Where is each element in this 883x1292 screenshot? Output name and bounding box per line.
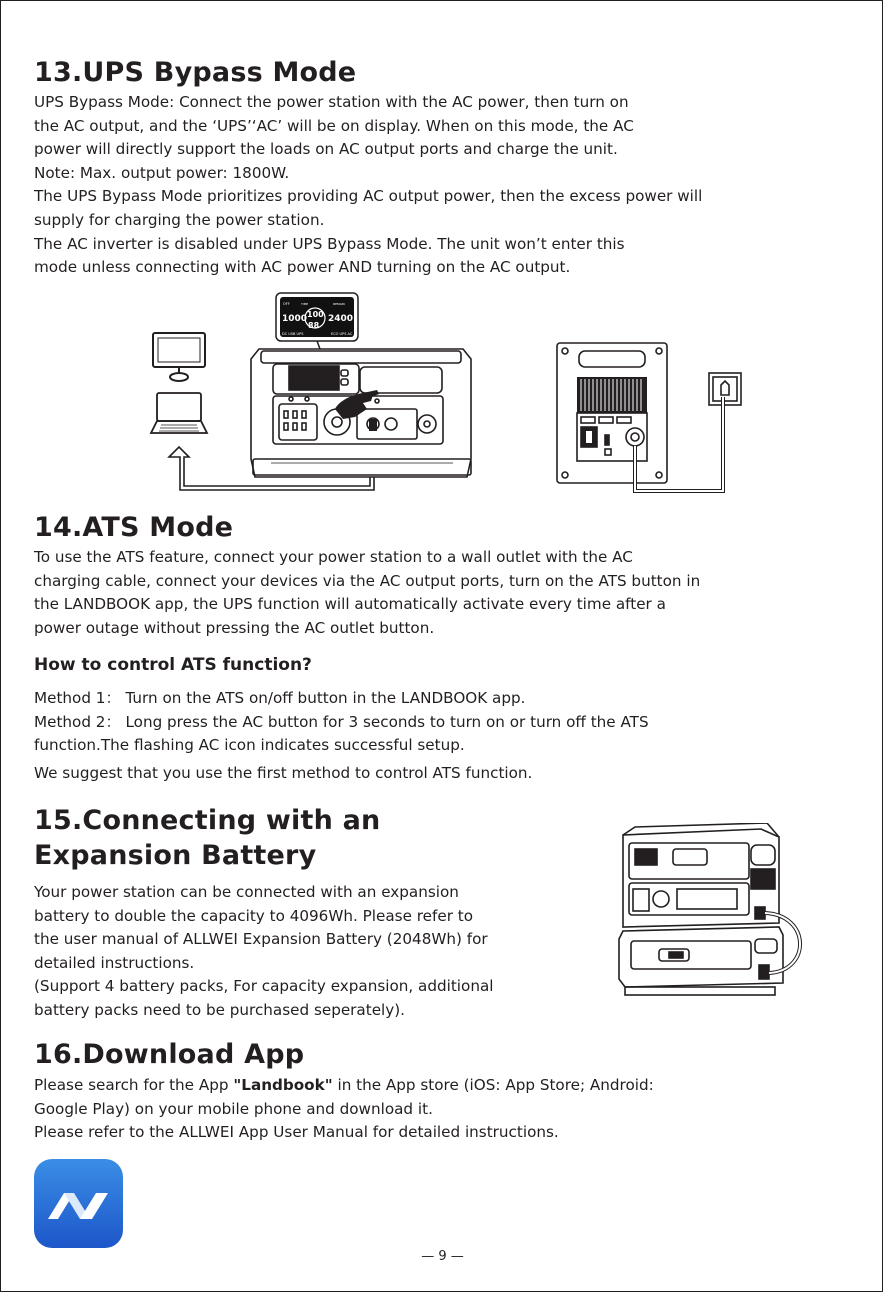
page-number: — 9 — xyxy=(421,1249,464,1264)
s13-line: supply for charging the power station. xyxy=(34,210,325,229)
display-labels-left: DC USB UPS xyxy=(282,332,304,336)
method-line: Method 2： Long press the AC button for 3 seconds to turn on or turn off the ATS xyxy=(34,712,649,731)
laptop-icon xyxy=(151,393,207,433)
ac-plug xyxy=(369,419,377,431)
display-callout xyxy=(276,293,358,341)
s16-line2: Google Play) on your mobile phone and download it. xyxy=(34,1099,433,1118)
app-name: "Landbook" xyxy=(233,1076,333,1094)
s16-line1-pre: Please search for the App xyxy=(34,1076,234,1094)
section-15-title-line2: Expansion Battery xyxy=(34,840,317,871)
svg-text:REMAIN: REMAIN xyxy=(333,302,345,306)
power-station-back xyxy=(557,343,667,483)
s16-line1-post: in the App store (iOS: App Store; Android: xyxy=(332,1076,654,1094)
landbook-app-icon xyxy=(34,1159,123,1248)
monitor-icon xyxy=(153,333,205,381)
s14-line: To use the ATS feature, connect your power station to a wall outlet with the AC xyxy=(34,548,633,566)
section-14-body xyxy=(34,546,700,640)
s14-line: the LANDBOOK app, the UPS function will automatically activate every time after a xyxy=(34,595,666,614)
ats-methods xyxy=(34,687,649,758)
s13-line: mode unless connecting with AC power AND turning on the AC output. xyxy=(34,258,571,277)
display-labels-right: ECO UPS AC xyxy=(331,332,353,336)
svg-text:100: 100 xyxy=(292,375,307,383)
section-13-body xyxy=(34,91,702,280)
s15-line: detailed instructions. xyxy=(34,953,195,972)
svg-text:TIME: TIME xyxy=(301,302,309,306)
s15-line: the user manual of ALLWEI Expansion Battery (2048Wh) for xyxy=(34,930,488,949)
ats-subheading: How to control ATS function? xyxy=(34,655,312,675)
section-13-title: 13.UPS Bypass Mode xyxy=(34,57,357,88)
s13-line: The AC inverter is disabled under UPS Bypass Mode. The unit won’t enter this xyxy=(34,234,625,253)
s15-line: Your power station can be connected with an expansion xyxy=(34,883,459,901)
svg-text:OFF: OFF xyxy=(283,302,290,306)
display-center-top: 100 xyxy=(307,310,324,319)
ats-suggest-text: We suggest that you use the first method to control ATS function. xyxy=(34,764,533,782)
s16-line3: Please refer to the ALLWEI App User Manual for detailed instructions. xyxy=(34,1123,559,1142)
s15-line: (Support 4 battery packs, For capacity expansion, additional xyxy=(34,977,494,996)
expansion-battery-illustration xyxy=(611,823,816,1001)
method-line: function.The flashing AC icon indicates successful setup. xyxy=(34,736,465,755)
section-15-title-line1: 15.Connecting with an xyxy=(34,805,381,836)
s14-line: power outage without pressing the AC outlet button. xyxy=(34,618,435,637)
s14-line: charging cable, connect your devices via the AC output ports, turn on the ATS button in xyxy=(34,571,701,590)
s13-line: power will directly support the loads on AC output ports and charge the unit. xyxy=(34,140,618,159)
s15-line: battery to double the capacity to 4096Wh. Please refer to xyxy=(34,906,474,925)
display-output-watts: 2400 xyxy=(328,314,354,324)
ups-bypass-illustration xyxy=(141,291,761,501)
display-center-bottom: 88 xyxy=(308,321,320,330)
section-16-title: 16.Download App xyxy=(34,1039,305,1070)
s16-line1 xyxy=(34,1074,654,1098)
section-14-title: 14.ATS Mode xyxy=(34,512,234,543)
s15-line: battery packs need to be purchased seperately). xyxy=(34,1000,405,1019)
section-15-body xyxy=(34,881,493,1023)
s13-line: Note: Max. output power: 1800W. xyxy=(34,163,290,182)
s13-line: the AC output, and the ‘UPS’‘AC’ will be on display. When on this mode, the AC xyxy=(34,116,634,135)
display-input-watts: 1000 xyxy=(282,314,308,324)
ats-suggest xyxy=(34,762,532,786)
s13-line: UPS Bypass Mode: Connect the power station with the AC power, then turn on xyxy=(34,93,629,111)
method-line: Method 1： Turn on the ATS on/off button in the LANDBOOK app. xyxy=(34,689,526,707)
s13-line: The UPS Bypass Mode prioritizes providing AC output power, then the excess power will xyxy=(34,187,703,206)
section-16-body xyxy=(34,1074,654,1145)
